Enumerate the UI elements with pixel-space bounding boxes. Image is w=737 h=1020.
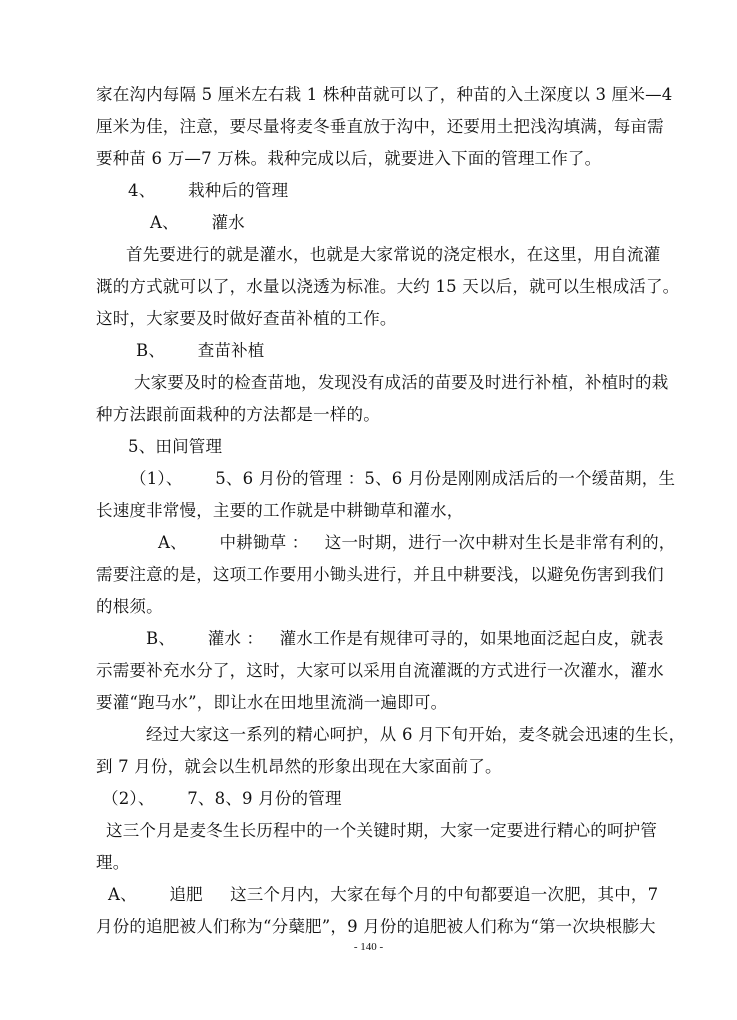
text-line: 月份的追肥被人们称为“分蘖肥”，9 月份的追肥被人们称为“第一次块根膨大 [96, 917, 656, 936]
text-line: B、 灌水 ： 灌水工作是有规律可寻的，如果地面泛起白皮，就表 [146, 629, 664, 648]
text-line: （1）、 5、6 月份的管理 ：5、6 月份是刚刚成活后的一个缓苗期，生 [130, 469, 676, 488]
subheading-a: A、 灌水 [150, 213, 245, 232]
text-line: 这三个月是麦冬生长历程中的一个关键时期，大家一定要进行精心的呵护管 [106, 821, 658, 840]
section-heading-5: 5、田间管理 [128, 437, 223, 456]
text-line: 需要注意的是，这项工作要用小锄头进行，并且中耕要浅，以避免伤害到我们 [96, 565, 664, 584]
text-line: 大家要及时的检查苗地，发现没有成活的苗要及时进行补植，补植时的栽 [134, 373, 669, 392]
text-line: 家在沟内每隔 5 厘米左右栽 1 株种苗就可以了，种苗的入土深度以 3 厘米—4 [96, 85, 673, 104]
subsection-heading-2: （2）、 7、8、9 月份的管理 [102, 789, 342, 808]
text-line: 到 7 月份，就会以生机昂然的形象出现在大家面前了。 [96, 757, 502, 776]
text-line: 种方法跟前面栽种的方法都是一样的。 [96, 405, 380, 424]
text-line: 要种苗 6 万—7 万株。栽种完成以后，就要进入下面的管理工作了。 [96, 149, 602, 168]
text-line: 要灌“跑马水”，即让水在田地里流淌一遍即可。 [96, 693, 448, 712]
text-line: 溉的方式就可以了，水量以浇透为标准。大约 15 天以后，就可以生根成活了。 [96, 277, 680, 296]
page-number: - 140 - [353, 941, 384, 953]
text-line: 这时，大家要及时做好查苗补植的工作。 [96, 309, 397, 328]
text-line: 长速度非常慢，主要的工作就是中耕锄草和灌水， [96, 501, 464, 520]
text-line: 经过大家这一系列的精心呵护，从 6 月下旬开始，麦冬就会迅速的生长， [146, 725, 686, 744]
text-line: A、 追肥 这三个月内，大家在每个月的中旬都要追一次肥，其中，7 [108, 885, 659, 904]
subheading-b: B、 查苗补植 [136, 341, 265, 360]
section-heading-4: 4、 栽种后的管理 [128, 181, 289, 200]
text-line: A、 中耕锄草 ： 这一时期，进行一次中耕对生长是非常有利的， [158, 533, 676, 552]
text-line: 理。 [96, 853, 130, 872]
text-line: 示需要补充水分了，这时，大家可以采用自流灌溉的方式进行一次灌水，灌水 [96, 661, 664, 680]
text-line: 的根须。 [96, 597, 163, 616]
text-line: 厘米为佳，注意，要尽量将麦冬垂直放于沟中，还要用土把浅沟填满，每亩需 [96, 117, 664, 136]
text-line: 首先要进行的就是灌水，也就是大家常说的浇定根水，在这里，用自流灌 [126, 245, 661, 264]
